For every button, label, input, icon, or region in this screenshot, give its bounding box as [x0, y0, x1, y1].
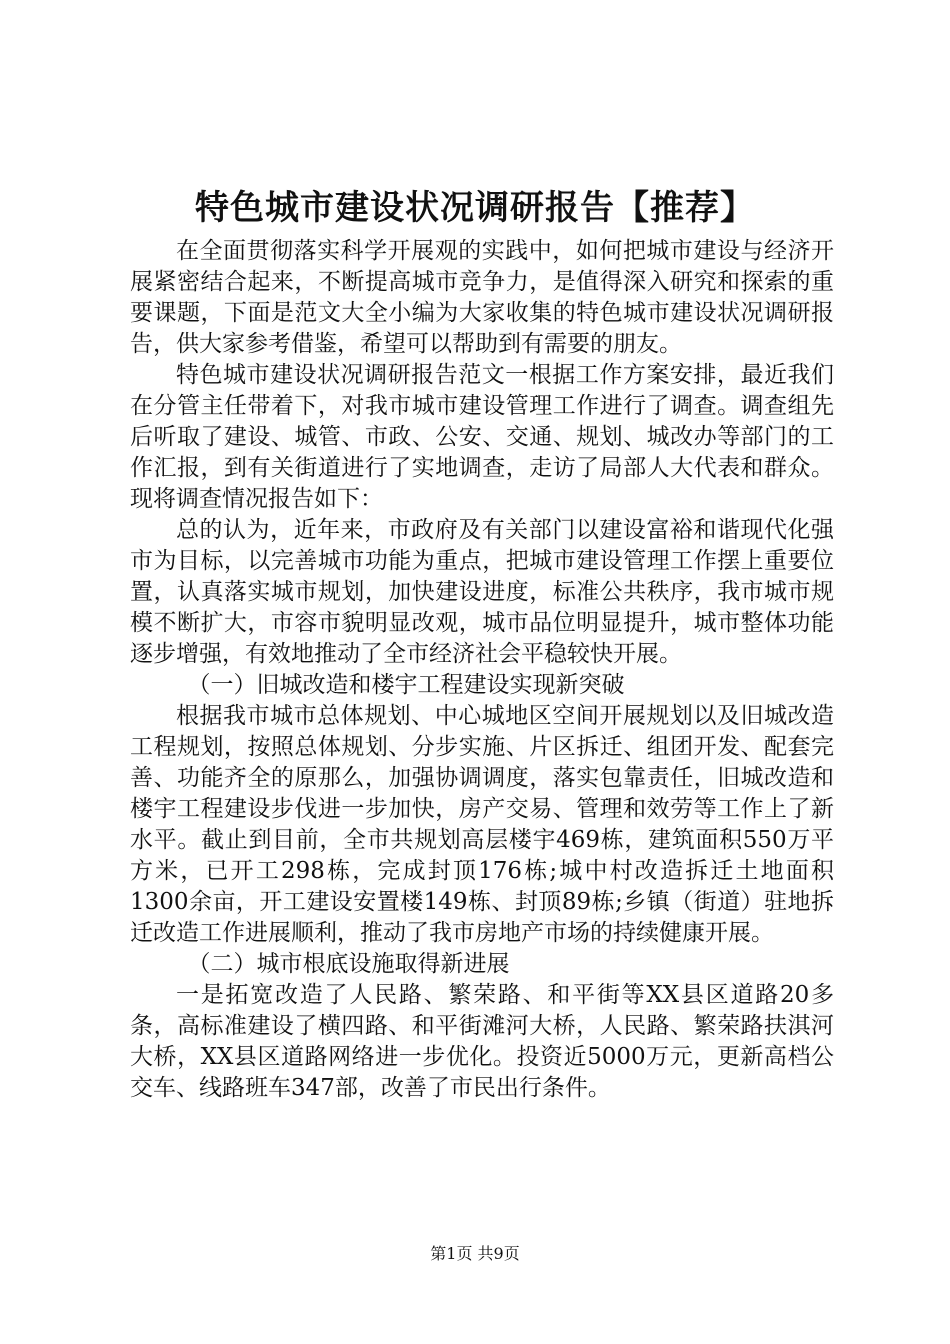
section-heading-1: （一）旧城改造和楼宇工程建设实现新突破 [187, 672, 625, 698]
paragraph-background: 特色城市建设状况调研报告范文一根据工作方案安排，最近我们在分管主任带着下，对我市城市建设管理工作进行了调查。调查组先后听取了建设、城管、市政、公安、交通、规划、城改办等部门的工作汇报，到有关街道进行了实地调查，走访了局部人大代表和群众。现将调查情况报告如下： [130, 362, 834, 512]
document-body [130, 236, 834, 1104]
paragraph-intro: 在全面贯彻落实科学开展观的实践中，如何把城市建设与经济开展紧密结合起来，不断提高城市竞争力，是值得深入研究和探索的重要课题，下面是范文大全小编为大家收集的特色城市建设状况调研报告，供大家参考借鉴，希望可以帮助到有需要的朋友。 [130, 238, 834, 357]
paragraph-old-city-renovation: 根据我市城市总体规划、中心城地区空间开展规划以及旧城改造工程规划，按照总体规划、分步实施、片区拆迁、组团开发、配套完善、功能齐全的原那么，加强协调调度，落实包靠责任，旧城改造和楼宇工程建设步伐进一步加快，房产交易、管理和效劳等工作上了新水平。截止到目前，全市共规划高层楼宇469栋，建筑面积550万平方米，已开工298栋，完成封顶176栋;城中村改造拆迁土地面积1300余亩，开工建设安置楼149栋、封顶89栋;乡镇（街道）驻地拆迁改造工作进展顺利，推动了我市房地产市场的持续健康开展。 [130, 703, 834, 946]
document-title: 特色城市建设状况调研报告【推荐】 [195, 188, 755, 228]
page-footer: 第1页 共9页 [430, 1244, 520, 1263]
paragraph-infrastructure: 一是拓宽改造了人民路、繁荣路、和平街等XX县区道路20多条，高标准建设了横四路、和平街滩河大桥，人民路、繁荣路扶淇河大桥，XX县区道路网络进一步优化。投资近5000万元，更新高档公交车、线路班车347部，改善了市民出行条件。 [130, 982, 834, 1101]
paragraph-summary: 总的认为，近年来，市政府及有关部门以建设富裕和谐现代化强市为目标，以完善城市功能为重点，把城市建设管理工作摆上重要位置，认真落实城市规划，加快建设进度，标准公共秩序，我市城市规模不断扩大，市容市貌明显改观，城市品位明显提升，城市整体功能逐步增强，有效地推动了全市经济社会平稳较快开展。 [130, 517, 834, 667]
section-heading-2: （二）城市根底设施取得新进展 [187, 951, 510, 977]
